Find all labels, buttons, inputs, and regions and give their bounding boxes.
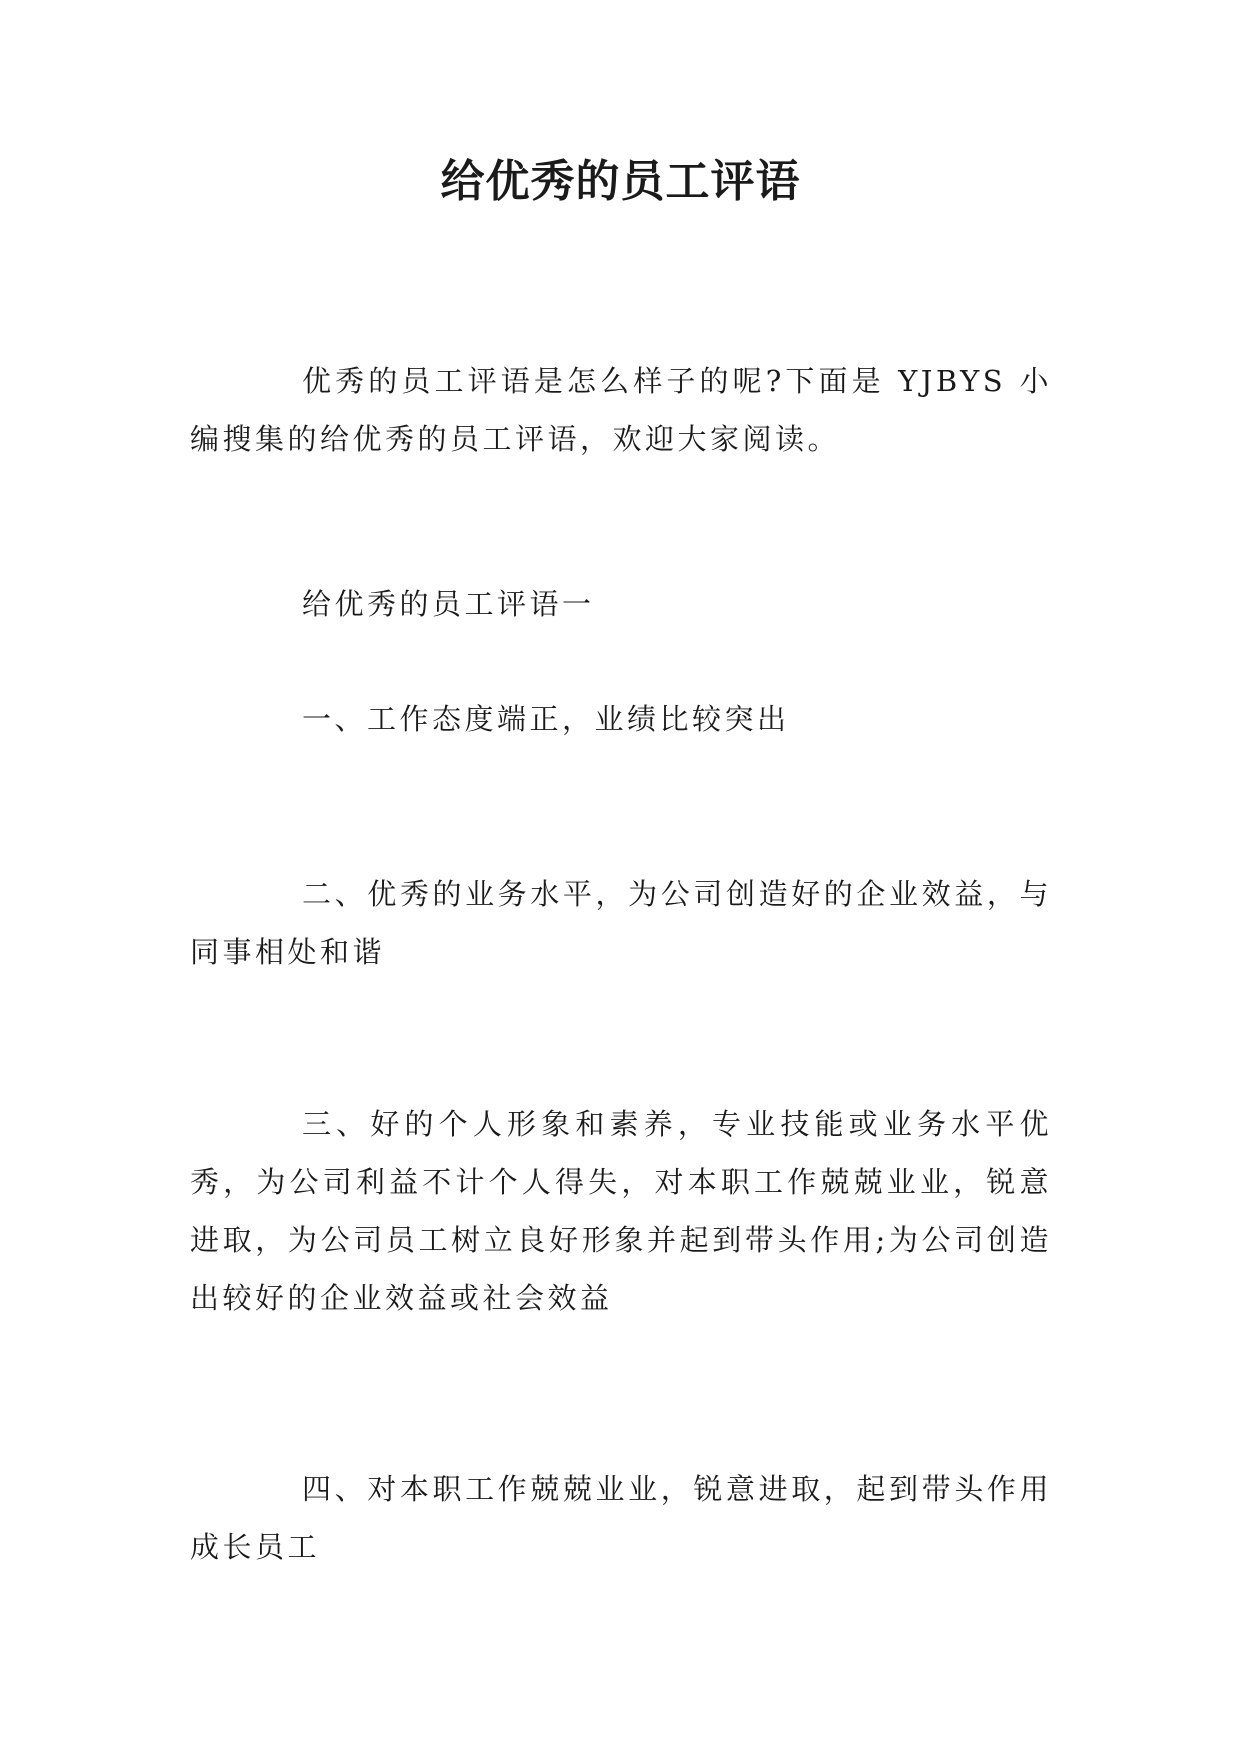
item-paragraph-4: 四、对本职工作兢兢业业，锐意进取，起到带头作用成长员工 <box>190 1472 1052 1564</box>
item-paragraph-2: 二、优秀的业务水平，为公司创造好的企业效益，与同事相处和谐 <box>190 877 1052 969</box>
item-paragraph-3: 三、好的个人形象和素养，专业技能或业务水平优秀，为公司利益不计个人得失，对本职工作兢兢业业，锐意进取，为公司员工树立良好形象并起到带头作用;为公司创造出较好的企业效益或社会效益 <box>190 1107 1052 1315</box>
section-heading: 给优秀的员工评语一 <box>302 587 595 621</box>
document-title: 给优秀的员工评语 <box>440 156 801 207</box>
intro-paragraph: 优秀的员工评语是怎么样子的呢?下面是 YJBYS 小编搜集的给优秀的员工评语，欢迎大家阅读。 <box>190 364 1052 456</box>
item-paragraph-1: 一、工作态度端正，业绩比较突出 <box>302 702 790 736</box>
